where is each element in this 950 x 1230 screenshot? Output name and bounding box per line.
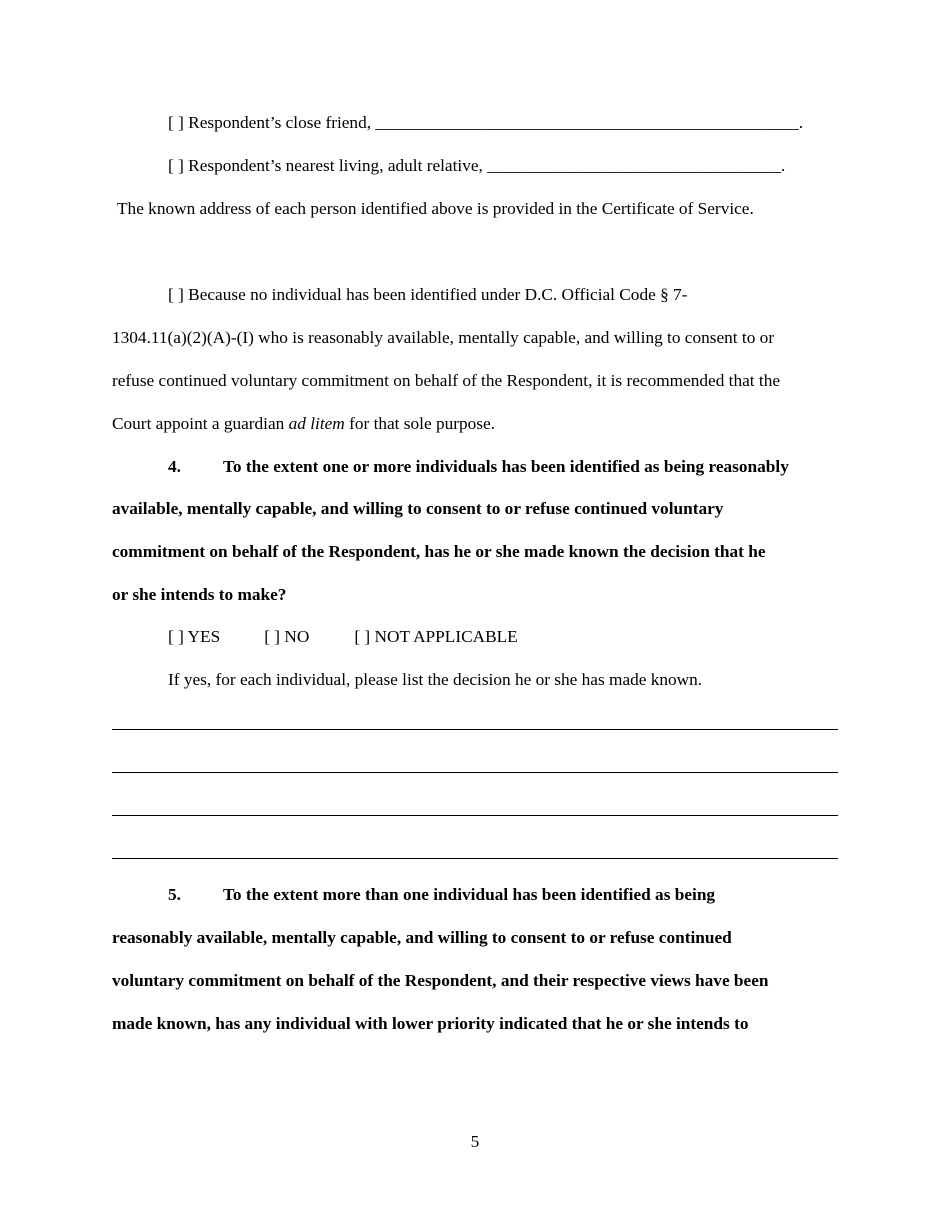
question-4-line-2: available, mentally capable, and willing to consent to or refuse continued voluntary	[112, 499, 724, 518]
guardian-text-1: Because no individual has been identified under D.C. Official Code § 7-	[188, 285, 688, 304]
question-4-line-1	[168, 456, 789, 478]
guardian-option-line-3: refuse continued voluntary commitment on behalf of the Respondent, it is recommended that the	[112, 371, 781, 390]
answer-line-3[interactable]	[112, 815, 838, 816]
question-4-line-4: or she intends to make?	[112, 585, 287, 604]
option-label-yes: YES	[187, 627, 221, 646]
question-5-line-3: voluntary commitment on behalf of the Respondent, and their respective views have been	[112, 971, 769, 990]
guardian-text-4-italic: ad litem	[288, 414, 345, 433]
address-note: The known address of each person identified above is provided in the Certificate of Service.	[117, 199, 754, 218]
checkbox-guardian[interactable]: [ ]	[168, 285, 184, 304]
question-4-number: 4.	[168, 457, 181, 476]
answer-line-1[interactable]	[112, 729, 838, 730]
option-label-no: NO	[284, 627, 310, 646]
option-label-not-applicable: NOT APPLICABLE	[374, 627, 518, 646]
guardian-text-4-pre: Court appoint a guardian	[112, 414, 289, 433]
option-label-close-friend: Respondent’s close friend,	[188, 113, 372, 132]
guardian-option-line-1	[168, 284, 687, 306]
fill-blank-nearest-relative[interactable]: __________________________________.	[487, 156, 786, 175]
question-4-text-1: To the extent one or more individuals has been identified as being reasonably	[222, 457, 789, 476]
answer-line-4[interactable]	[112, 858, 838, 859]
guardian-option-line-2: 1304.11(a)(2)(A)-(I) who is reasonably available, mentally capable, and willing to consent to or	[112, 328, 775, 347]
checkbox-close-friend[interactable]: [ ]	[168, 113, 184, 132]
checkbox-not-applicable[interactable]: [ ]	[354, 627, 371, 646]
question-5-number: 5.	[168, 885, 181, 904]
answer-line-2[interactable]	[112, 772, 838, 773]
option-close-friend	[168, 112, 803, 134]
question-5-line-2: reasonably available, mentally capable, and willing to consent to or refuse continued	[112, 928, 732, 947]
question-4-options	[168, 626, 518, 648]
page-number: 5	[470, 1132, 480, 1151]
question-5-line-4: made known, has any individual with lower priority indicated that he or she intends to	[112, 1014, 749, 1033]
checkbox-nearest-relative[interactable]: [ ]	[168, 156, 184, 175]
question-4-line-3: commitment on behalf of the Respondent, has he or she made known the decision that he	[112, 542, 766, 561]
question-5-line-1	[168, 884, 715, 906]
guardian-text-4-post: for that sole purpose.	[344, 414, 495, 433]
option-label-nearest-relative: Respondent’s nearest living, adult relative,	[188, 156, 483, 175]
checkbox-no[interactable]: [ ]	[264, 627, 281, 646]
guardian-option-line-4	[112, 413, 495, 435]
question-4-instruction: If yes, for each individual, please list the decision he or she has made known.	[168, 670, 703, 689]
option-nearest-relative	[168, 155, 785, 177]
checkbox-yes[interactable]: [ ]	[168, 627, 184, 646]
fill-blank-close-friend[interactable]: _________________________________________________.	[375, 113, 804, 132]
question-5-text-1: To the extent more than one individual has been identified as being	[222, 885, 716, 904]
